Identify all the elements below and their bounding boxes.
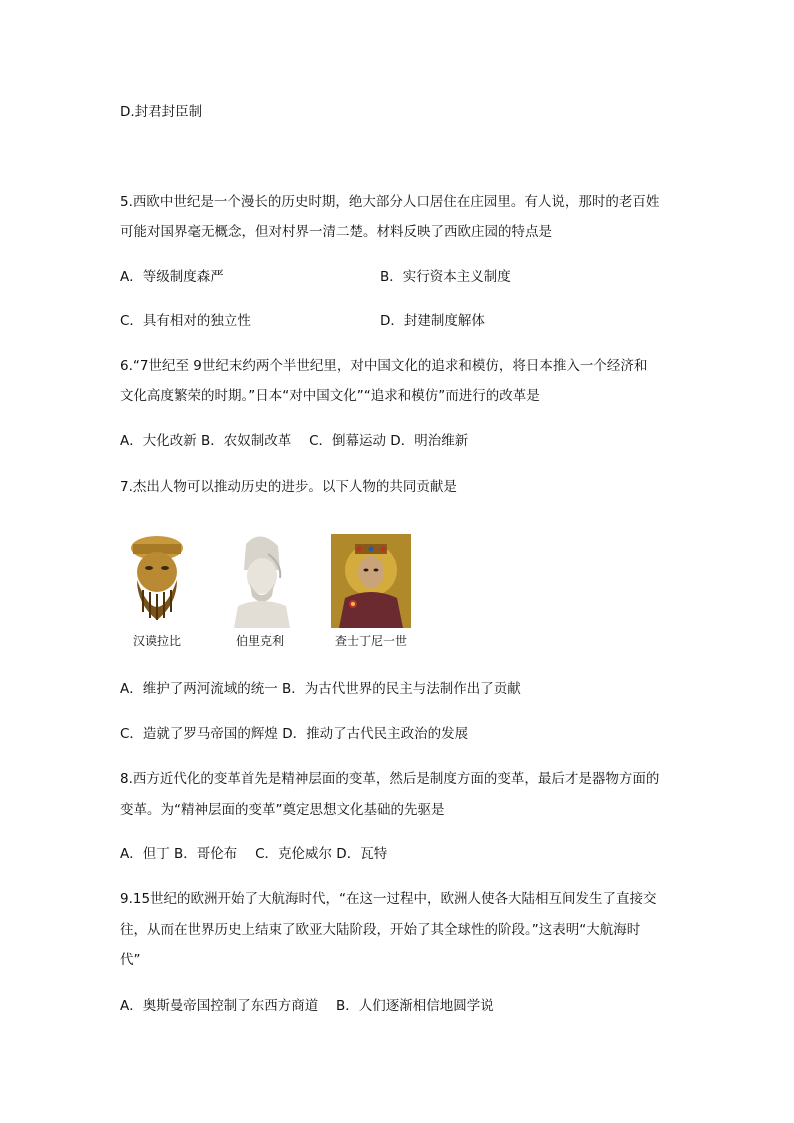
question-9-options-line1: A．奥斯曼帝国控制了东西方商道 B．人们逐渐相信地圆学说 <box>120 998 494 1014</box>
question-7-options-line1: A．维护了两河流域的统一 B．为古代世界的民主与法制作出了贡献 <box>120 681 521 697</box>
question-5-option-d: D．封建制度解体 <box>380 313 485 329</box>
question-5-stem-line2: 可能对国界毫无概念，但对村界一清二楚。材料反映了西欧庄园的特点是 <box>120 224 552 240</box>
hammurabi-portrait <box>123 534 191 628</box>
question-5-stem-line1: 5.西欧中世纪是一个漫长的历史时期，绝大部分人口居住在庄园里。有人说，那时的老百姓 <box>120 194 660 210</box>
question-7-options-line2: C．造就了罗马帝国的辉煌 D．推动了古代民主政治的发展 <box>120 726 469 742</box>
question-6-stem-line2: 文化高度繁荣的时期。”日本“对中国文化”“追求和模仿”而进行的改革是 <box>120 388 540 404</box>
question-6-stem-line1: 6.“7世纪至 9世纪末约两个半世纪里，对中国文化的追求和模仿，将日本推入一个经济和 <box>120 358 648 374</box>
question-8-stem-line1: 8.西方近代化的变革首先是精神层面的变革，然后是制度方面的变革，最后才是器物方面的 <box>120 771 660 787</box>
question-5-option-b: B．实行资本主义制度 <box>380 269 511 285</box>
question-8-options: A．但丁 B．哥伦布 C．克伦威尔 D．瓦特 <box>120 846 388 862</box>
justinian-portrait <box>331 534 411 628</box>
question-6-options: A．大化改新 B．农奴制改革 C．倒幕运动 D．明治维新 <box>120 433 469 449</box>
question-5-option-c: C．具有相对的独立性 <box>120 313 251 329</box>
question-8-stem-line2: 变革。为“精神层面的变革”奠定思想文化基础的先驱是 <box>120 802 445 818</box>
justinian-caption: 查士丁尼一世 <box>334 634 407 648</box>
question-7-stem: 7.杰出人物可以推动历史的进步。以下人物的共同贡献是 <box>120 479 457 495</box>
question-4-option-d: D.封君封臣制 <box>120 104 203 120</box>
question-9-stem-line2: 往，从而在世界历史上结束了欧亚大陆阶段，开始了其全球性的阶段。”这表明“大航海时 <box>120 922 641 938</box>
question-9-stem-line3: 代” <box>120 952 141 968</box>
hammurabi-caption: 汉谟拉比 <box>132 634 181 648</box>
pericles-portrait <box>228 534 292 628</box>
question-5-option-a: A．等级制度森严 <box>120 269 224 285</box>
pericles-caption: 伯里克利 <box>235 634 284 648</box>
question-9-stem-line1: 9.15世纪的欧洲开始了大航海时代，“在这一过程中，欧洲人使各大陆相互间发生了直接交 <box>120 891 657 907</box>
